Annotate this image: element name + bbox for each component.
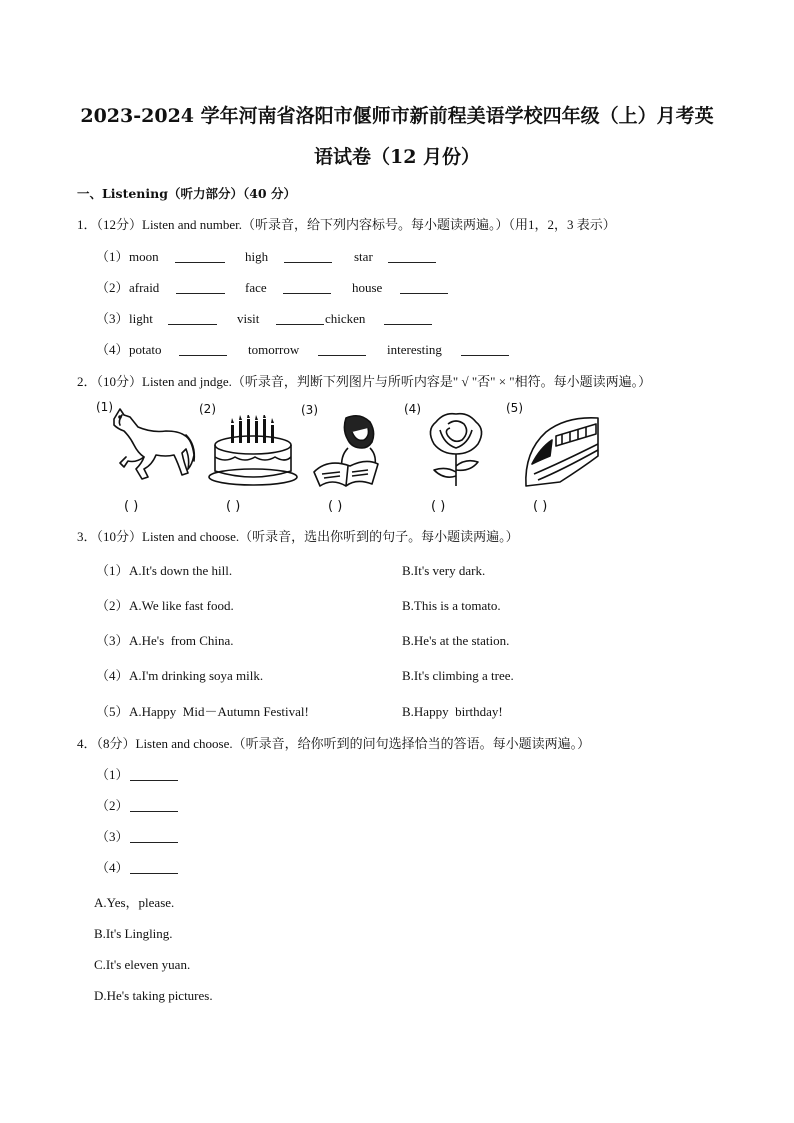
q1-word: high — [245, 249, 269, 264]
q1-row-number: （1） — [96, 249, 129, 264]
exam-title-line1: 2023-2024 学年河南省洛阳市偃师市新前程美语学校四年级（上）月考英 — [80, 105, 714, 127]
horse-icon — [108, 405, 198, 483]
answer-blank[interactable] — [461, 343, 509, 356]
q3-option-b[interactable]: B.It's climbing a tree. — [402, 668, 514, 683]
judge-answer-box[interactable]: ( ) — [328, 499, 343, 514]
q3-option-a[interactable]: A.It's down the hill. — [129, 563, 233, 578]
q3-option-b[interactable]: B.He's at the station. — [402, 633, 510, 648]
answer-blank[interactable] — [283, 281, 331, 294]
answer-blank[interactable] — [318, 343, 366, 356]
answer-blank[interactable] — [130, 768, 178, 781]
judge-answer-box[interactable]: ( ) — [124, 499, 139, 514]
q1-word: house — [352, 280, 383, 295]
answer-blank[interactable] — [175, 250, 225, 263]
picture-label: (3) — [301, 403, 318, 417]
judge-answer-box[interactable]: ( ) — [226, 499, 241, 514]
picture-label: (2) — [199, 402, 216, 416]
q4-option: D.He's taking pictures. — [94, 988, 213, 1003]
q1-row-number: （2） — [96, 280, 129, 295]
q1-row-number: （3） — [96, 311, 129, 326]
q4-blank-number: （4） — [96, 860, 129, 875]
q4-blank-number: （3） — [96, 829, 129, 844]
answer-blank[interactable] — [384, 312, 432, 325]
q1-word: interesting — [387, 342, 442, 357]
answer-blank[interactable] — [400, 281, 448, 294]
q3-row-number: （3） — [96, 633, 129, 648]
q1-word: star — [354, 249, 373, 264]
q1-word: moon — [129, 249, 159, 264]
answer-blank[interactable] — [130, 830, 178, 843]
q2-stem: 2．（10分）Listen and jndge.（听录音，判断下列图片与所听内容是" √ "否" × "相符。每小题读两遍。） — [77, 374, 652, 389]
picture-label: (1) — [96, 400, 113, 414]
train-icon — [522, 412, 602, 490]
q3-option-b[interactable]: B.It's very dark. — [402, 563, 486, 578]
answer-blank[interactable] — [130, 861, 178, 874]
q4-blank-number: （2） — [96, 798, 129, 813]
answer-blank[interactable] — [168, 312, 217, 325]
flower-icon — [420, 410, 492, 488]
section-listening-heading: 一、Listening（听力部分）（40 分） — [77, 186, 296, 201]
q3-option-a[interactable]: A.He's from China. — [129, 633, 234, 648]
q4-stem: 4．（8分）Listen and choose.（听录音，给你听到的问句选择恰当的答语。每小题读两遍。） — [77, 736, 591, 751]
answer-blank[interactable] — [176, 281, 225, 294]
q3-row-number: （1） — [96, 563, 129, 578]
q1-word: afraid — [129, 280, 160, 295]
q1-word: potato — [129, 342, 162, 357]
q3-row-number: （5） — [96, 704, 129, 719]
q1-row-number: （4） — [96, 342, 129, 357]
picture-label: (5) — [506, 401, 523, 415]
judge-answer-box[interactable]: ( ) — [533, 499, 548, 514]
q3-row-number: （2） — [96, 598, 129, 613]
q4-option: B.It's Lingling. — [94, 926, 173, 941]
answer-blank[interactable] — [179, 343, 227, 356]
q3-option-b[interactable]: B.Happy birthday! — [402, 704, 503, 719]
q1-word: face — [245, 280, 267, 295]
q4-blank-number: （1） — [96, 767, 129, 782]
picture-label: (4) — [404, 402, 421, 416]
q1-word: light — [129, 311, 153, 326]
q3-option-b[interactable]: B.This is a tomato. — [402, 598, 501, 613]
girl-reading-icon — [312, 412, 398, 490]
q1-stem: 1．（12分）Listen and number.（听录音，给下列内容标号。每小题读两遍。）（用1，2，3 表示） — [77, 217, 616, 232]
q3-stem: 3．（10分）Listen and choose.（听录音，选出你听到的句子。每小题读两遍。） — [77, 529, 519, 544]
q1-word: chicken — [325, 311, 366, 326]
answer-blank[interactable] — [130, 799, 178, 812]
q3-option-a[interactable]: A.We like fast food. — [129, 598, 234, 613]
answer-blank[interactable] — [388, 250, 436, 263]
q4-option: C.It's eleven yuan. — [94, 957, 191, 972]
q3-option-a[interactable]: A.Happy Mid－Autumn Festival! — [129, 704, 309, 719]
q3-row-number: （4） — [96, 668, 129, 683]
q4-option: A.Yes，please. — [94, 895, 175, 910]
birthday-cake-icon — [205, 415, 301, 487]
answer-blank[interactable] — [276, 312, 324, 325]
answer-blank[interactable] — [284, 250, 332, 263]
exam-title-line2: 语试卷（12 月份） — [313, 146, 481, 168]
q3-option-a[interactable]: A.I'm drinking soya milk. — [129, 668, 264, 683]
judge-answer-box[interactable]: ( ) — [431, 499, 446, 514]
q1-word: visit — [237, 311, 260, 326]
q1-word: tomorrow — [248, 342, 300, 357]
